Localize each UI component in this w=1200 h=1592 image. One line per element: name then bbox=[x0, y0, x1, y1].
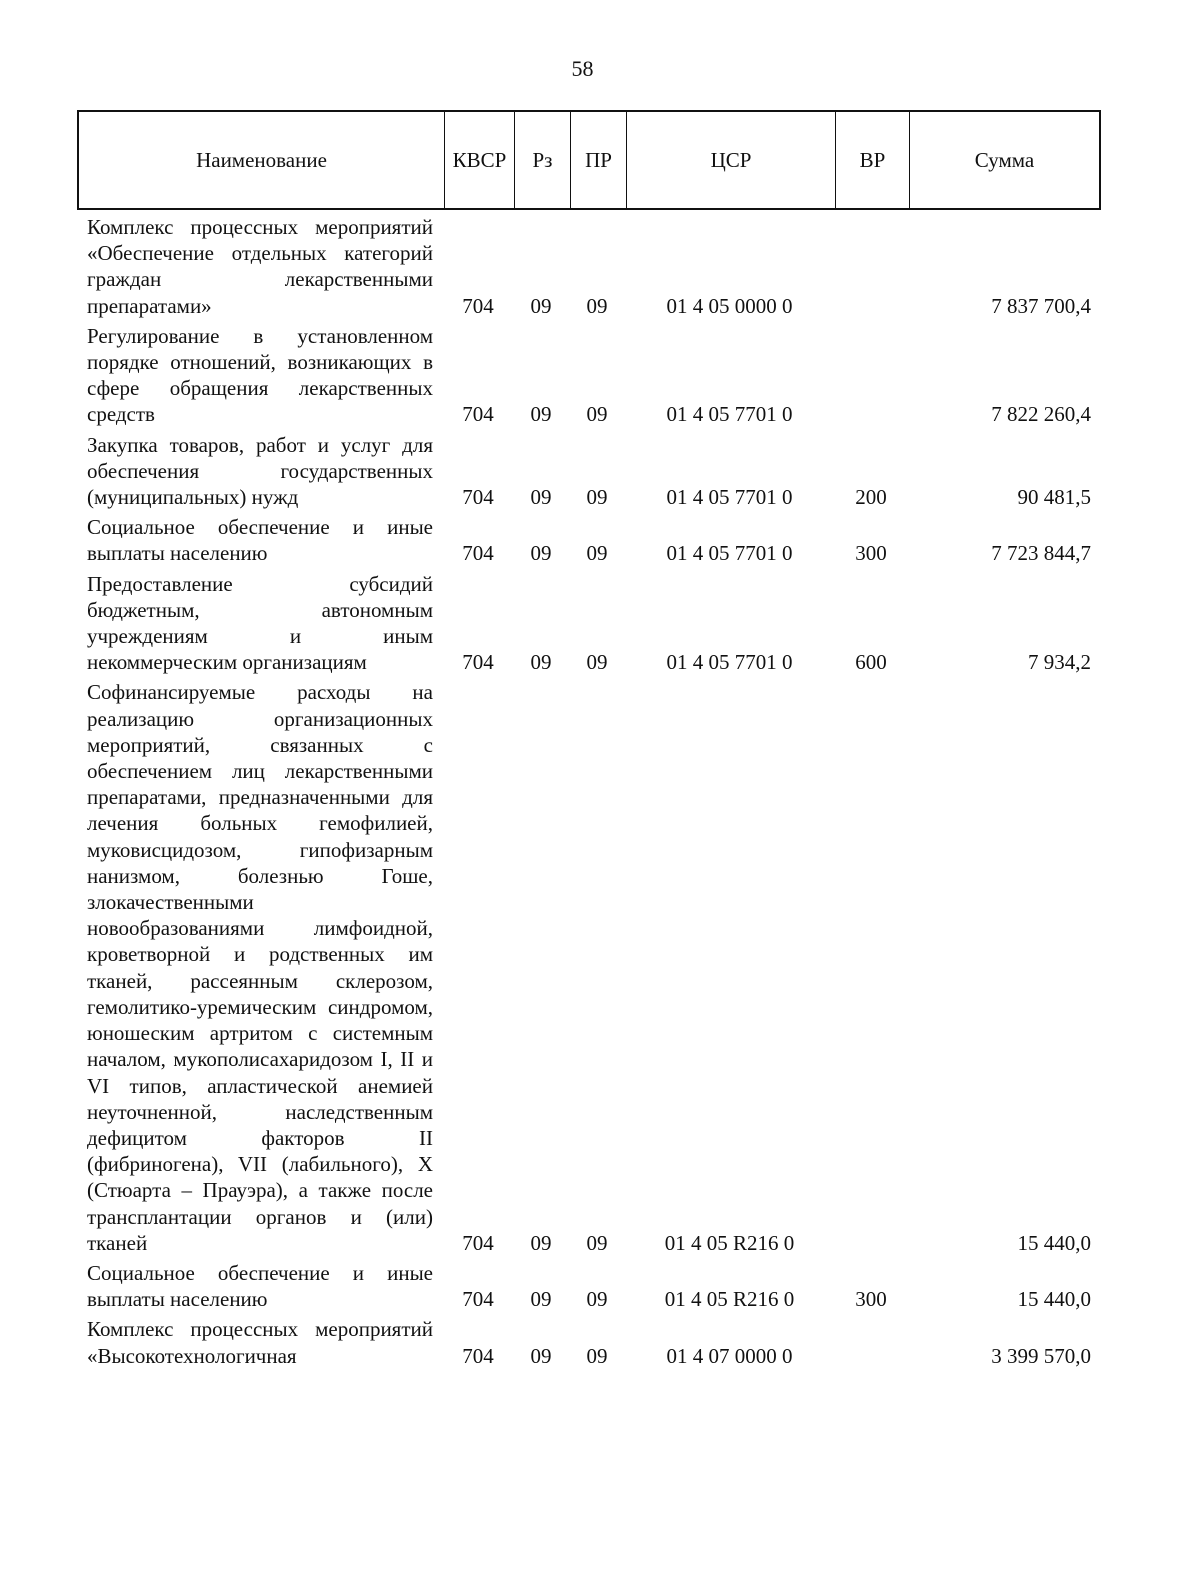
table-header bbox=[77, 110, 1101, 210]
row-name: Закупка товаров, работ и услуг для обеспечения государственных (муниципальных) нужд bbox=[87, 432, 433, 510]
table-row bbox=[77, 323, 1101, 428]
table-row bbox=[77, 571, 1101, 676]
table-body bbox=[77, 214, 1101, 1373]
row-csr: 01 4 05 7701 0 bbox=[666, 541, 793, 566]
row-kvsr: 704 bbox=[462, 485, 494, 510]
row-kvsr: 704 bbox=[462, 1230, 494, 1255]
row-kvsr: 704 bbox=[462, 1343, 494, 1368]
row-pr: 09 bbox=[586, 1287, 608, 1312]
row-rz: 09 bbox=[530, 1287, 552, 1312]
row-kvsr: 704 bbox=[462, 650, 494, 675]
row-sum: 15 440,0 bbox=[1017, 1287, 1091, 1312]
row-rz: 09 bbox=[530, 541, 552, 566]
row-pr: 09 bbox=[586, 485, 608, 510]
page-number: 58 bbox=[571, 56, 594, 81]
row-name: Социальное обеспечение и иные выплаты населению bbox=[87, 515, 433, 566]
header-vr: ВР bbox=[836, 112, 910, 208]
row-kvsr: 704 bbox=[462, 293, 494, 318]
row-sum: 7 822 260,4 bbox=[991, 402, 1091, 427]
row-name: Софинансируемые расходы на реализацию организационных мероприятий, связанных с обеспечением лиц лекарственными препаратами, предназначенными для лечения больных гемофилией, муковисцидозом, гипофизарным нанизмом, болезнью Гоше, злокачественными новообразованиями лимфоидной, кроветворной и родственных им тканей, рассеянным склерозом, гемолитико-уремическим синдромом, юношеским артритом с системным началом, мукополисахаридозом I, II и VI типов, апластической анемией неуточненной, наследственным дефицитом факторов II (фибриногена), VII (лабильного), X (Стюарта – Прауэра), а также после трансплантации органов и (или) тканей bbox=[87, 680, 433, 1255]
row-sum: 15 440,0 bbox=[1017, 1230, 1091, 1255]
row-sum: 7 723 844,7 bbox=[991, 541, 1091, 566]
row-csr: 01 4 05 7701 0 bbox=[666, 485, 793, 510]
row-sum: 7 934,2 bbox=[1028, 650, 1091, 675]
row-rz: 09 bbox=[530, 1343, 552, 1368]
row-name: Предоставление субсидий бюджетным, автономным учреждениям и иным некоммерческим организациям bbox=[87, 571, 433, 675]
table-row bbox=[77, 514, 1101, 566]
row-csr: 01 4 05 7701 0 bbox=[666, 650, 793, 675]
row-pr: 09 bbox=[586, 650, 608, 675]
table-row bbox=[77, 432, 1101, 511]
row-csr: 01 4 05 7701 0 bbox=[666, 402, 793, 427]
row-pr: 09 bbox=[586, 1343, 608, 1368]
row-rz: 09 bbox=[530, 485, 552, 510]
row-sum: 90 481,5 bbox=[1017, 485, 1091, 510]
row-name: Комплекс процессных мероприятий «Обеспечение отдельных категорий граждан лекарственными препаратами» bbox=[87, 215, 433, 318]
row-rz: 09 bbox=[530, 402, 552, 427]
header-sum: Сумма bbox=[974, 147, 1035, 172]
row-pr: 09 bbox=[586, 541, 608, 566]
row-vr: 300 bbox=[855, 541, 887, 566]
row-rz: 09 bbox=[530, 650, 552, 675]
table-row bbox=[77, 1316, 1101, 1368]
row-pr: 09 bbox=[586, 1230, 608, 1255]
table-row bbox=[77, 1260, 1101, 1312]
table-row bbox=[77, 214, 1101, 319]
row-csr: 01 4 05 0000 0 bbox=[666, 293, 793, 318]
row-vr: 600 bbox=[855, 650, 887, 675]
row-kvsr: 704 bbox=[462, 402, 494, 427]
row-kvsr: 704 bbox=[462, 541, 494, 566]
row-vr: 300 bbox=[855, 1287, 887, 1312]
header-pr: ПР bbox=[571, 112, 627, 208]
header-kvsr: КВСР bbox=[445, 112, 515, 208]
row-vr: 200 bbox=[855, 485, 887, 510]
row-csr: 01 4 07 0000 0 bbox=[666, 1343, 793, 1368]
row-name: Регулирование в установленном порядке отношений, возникающих в сфере обращения лекарственных средств bbox=[87, 323, 433, 427]
row-rz: 09 bbox=[530, 1230, 552, 1255]
row-name: Социальное обеспечение и иные выплаты населению bbox=[87, 1260, 433, 1312]
row-sum: 3 399 570,0 bbox=[991, 1343, 1091, 1368]
table-row bbox=[77, 679, 1101, 1255]
row-pr: 09 bbox=[586, 402, 608, 427]
row-kvsr: 704 bbox=[462, 1287, 494, 1312]
row-rz: 09 bbox=[530, 293, 552, 318]
header-name: Наименование bbox=[79, 112, 445, 208]
row-sum: 7 837 700,4 bbox=[991, 293, 1091, 318]
row-name: Комплекс процессных мероприятий «Высокотехнологичная bbox=[87, 1317, 433, 1368]
row-csr: 01 4 05 R216 0 bbox=[664, 1287, 795, 1312]
header-rz: Рз bbox=[515, 112, 571, 208]
row-pr: 09 bbox=[586, 293, 608, 318]
row-csr: 01 4 05 R216 0 bbox=[664, 1230, 795, 1255]
header-csr: ЦСР bbox=[627, 112, 836, 208]
